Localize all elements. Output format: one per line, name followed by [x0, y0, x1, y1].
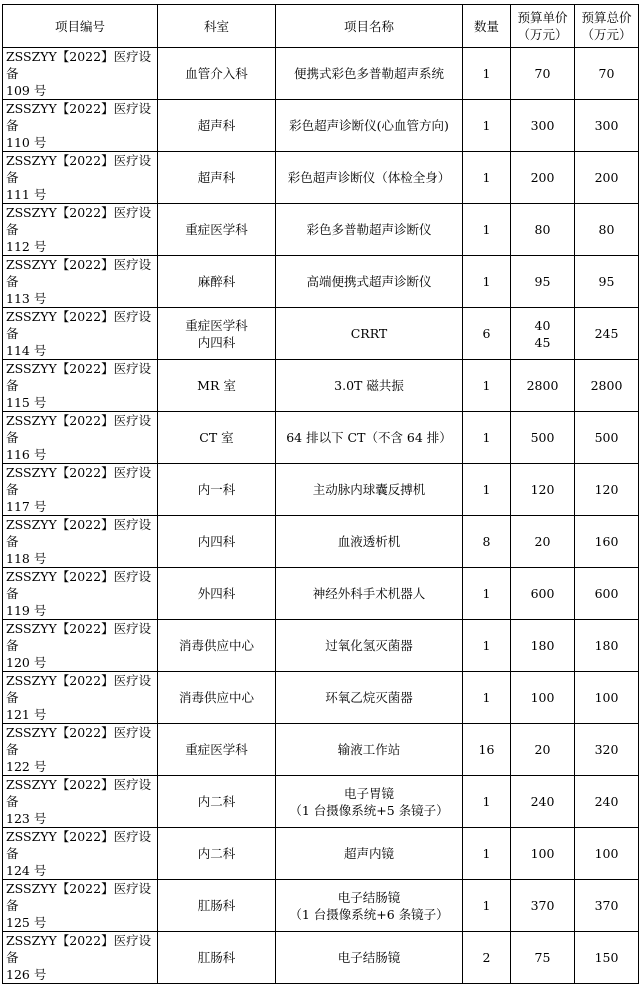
table-row [3, 100, 639, 152]
table-row [3, 932, 639, 984]
unit-budget-cell [511, 620, 575, 672]
project-code-cell-line: 119 号 [6, 603, 47, 618]
project-name-cell [276, 776, 463, 828]
department-cell [158, 100, 276, 152]
procurement-table [2, 4, 639, 984]
department-cell [158, 464, 276, 516]
quantity-cell: 8 [463, 516, 511, 568]
project-name-cell-line: 神经外科手术机器人 [312, 586, 426, 601]
table-row [3, 256, 639, 308]
total-budget-cell: 200 [575, 152, 639, 204]
project-name-cell [276, 48, 463, 100]
unit-budget-cell-line: 2800 [526, 378, 559, 393]
department-cell-line: 麻醉科 [197, 274, 236, 289]
project-code-cell-line: 118 号 [6, 551, 47, 566]
project-name-cell [276, 360, 463, 412]
project-code-cell [3, 204, 158, 256]
department-cell [158, 516, 276, 568]
project-code-cell [3, 360, 158, 412]
unit-budget-cell-line: 20 [534, 534, 551, 549]
department-cell-line: 消毒供应中心 [178, 690, 254, 705]
unit-budget-cell-line: 370 [530, 898, 555, 913]
department-cell-line: 内二科 [197, 846, 236, 861]
quantity-cell: 1 [463, 880, 511, 932]
project-name-cell [276, 568, 463, 620]
project-name-cell-line: 彩色超声诊断仪(心血管方向) [289, 118, 449, 133]
department-cell-line: 重症医学科 [185, 742, 248, 757]
project-code-cell-line: ZSSZYY【2022】医疗设备 [6, 829, 152, 861]
table-row [3, 360, 639, 412]
unit-budget-cell [511, 308, 575, 360]
project-code-cell-line: ZSSZYY【2022】医疗设备 [6, 413, 152, 445]
table-row [3, 776, 639, 828]
quantity-cell: 1 [463, 828, 511, 880]
unit-budget-cell [511, 256, 575, 308]
total-budget-cell: 180 [575, 620, 639, 672]
project-name-cell-line: （1 台摄像系统+5 条镜子） [289, 802, 449, 818]
table-header-row [3, 5, 639, 48]
unit-budget-cell [511, 100, 575, 152]
quantity-cell: 1 [463, 776, 511, 828]
table-row [3, 620, 639, 672]
table-row [3, 828, 639, 880]
project-code-cell-line: 122 号 [6, 759, 47, 774]
unit-budget-cell [511, 516, 575, 568]
department-cell [158, 152, 276, 204]
unit-budget-cell-line: 120 [530, 482, 555, 497]
unit-budget-cell-line: 20 [534, 742, 551, 757]
project-code-cell [3, 568, 158, 620]
total-budget-cell: 300 [575, 100, 639, 152]
department-cell-line: 重症医学科 [185, 317, 248, 333]
project-code-cell [3, 620, 158, 672]
project-name-cell [276, 152, 463, 204]
project-code-cell [3, 516, 158, 568]
project-code-cell [3, 672, 158, 724]
project-code-cell-line: 111 号 [6, 187, 47, 202]
unit-budget-cell-line: 100 [530, 690, 555, 705]
total-budget-cell: 120 [575, 464, 639, 516]
quantity-cell: 1 [463, 620, 511, 672]
total-budget-cell: 95 [575, 256, 639, 308]
project-name-cell [276, 516, 463, 568]
project-code-cell-line: 113 号 [6, 291, 47, 306]
unit-budget-cell-line: 300 [530, 118, 555, 133]
department-cell [158, 204, 276, 256]
total-budget-cell: 245 [575, 308, 639, 360]
department-cell-line: MR 室 [197, 378, 236, 393]
unit-budget-cell [511, 464, 575, 516]
project-name-cell [276, 828, 463, 880]
table-row [3, 48, 639, 100]
unit-budget-cell-line: 240 [530, 794, 555, 809]
project-code-cell-line: ZSSZYY【2022】医疗设备 [6, 101, 152, 133]
quantity-cell: 1 [463, 672, 511, 724]
department-cell [158, 568, 276, 620]
project-name-cell-line: 彩色超声诊断仪（体检全身） [287, 170, 451, 185]
department-cell-line: 内四科 [197, 534, 236, 549]
total-budget-cell: 500 [575, 412, 639, 464]
table-row [3, 724, 639, 776]
quantity-cell: 1 [463, 48, 511, 100]
unit-budget-cell [511, 360, 575, 412]
project-code-cell [3, 100, 158, 152]
quantity-cell: 1 [463, 412, 511, 464]
unit-budget-cell-line: 40 [534, 317, 551, 333]
header-total-budget [575, 5, 639, 48]
total-budget-cell: 600 [575, 568, 639, 620]
project-code-cell-line: ZSSZYY【2022】医疗设备 [6, 673, 152, 705]
unit-budget-cell-line: 600 [530, 586, 555, 601]
project-name-cell [276, 100, 463, 152]
department-cell-line: 肛肠科 [197, 898, 236, 913]
project-code-cell [3, 48, 158, 100]
header-department: 科室 [158, 5, 276, 48]
project-name-cell [276, 620, 463, 672]
department-cell-line: 超声科 [197, 118, 236, 133]
header-project-name: 项目名称 [276, 5, 463, 48]
department-cell-line: 超声科 [197, 170, 236, 185]
project-name-cell-line: 血液透析机 [337, 534, 401, 549]
project-code-cell-line: ZSSZYY【2022】医疗设备 [6, 49, 152, 81]
project-code-cell-line: ZSSZYY【2022】医疗设备 [6, 569, 152, 601]
quantity-cell: 2 [463, 932, 511, 984]
unit-budget-cell-line: 75 [534, 950, 551, 965]
project-code-cell-line: 125 号 [6, 915, 47, 930]
project-code-cell-line: ZSSZYY【2022】医疗设备 [6, 517, 152, 549]
project-code-cell-line: 120 号 [6, 655, 47, 670]
department-cell [158, 48, 276, 100]
project-name-cell [276, 932, 463, 984]
quantity-cell: 6 [463, 308, 511, 360]
total-budget-cell: 100 [575, 672, 639, 724]
project-name-cell-line: 超声内镜 [343, 846, 394, 861]
quantity-cell: 1 [463, 568, 511, 620]
unit-budget-cell [511, 48, 575, 100]
project-code-cell-line: ZSSZYY【2022】医疗设备 [6, 881, 152, 913]
project-code-cell-line: ZSSZYY【2022】医疗设备 [6, 933, 152, 965]
project-name-cell-line: CRRT [350, 326, 388, 341]
department-cell-line: 内二科 [197, 794, 236, 809]
project-name-cell [276, 880, 463, 932]
department-cell-line: 肛肠科 [197, 950, 236, 965]
project-name-cell [276, 464, 463, 516]
unit-budget-cell [511, 152, 575, 204]
total-budget-cell: 80 [575, 204, 639, 256]
unit-budget-cell [511, 880, 575, 932]
project-code-cell [3, 412, 158, 464]
department-cell-line: 外四科 [197, 586, 236, 601]
department-cell [158, 828, 276, 880]
table-row [3, 880, 639, 932]
project-code-cell-line: 116 号 [6, 447, 47, 462]
department-cell [158, 932, 276, 984]
department-cell-line: 内四科 [197, 334, 236, 350]
department-cell [158, 308, 276, 360]
table-row [3, 152, 639, 204]
total-budget-cell: 240 [575, 776, 639, 828]
project-code-cell-line: ZSSZYY【2022】医疗设备 [6, 309, 152, 341]
total-budget-cell: 150 [575, 932, 639, 984]
unit-budget-cell-line: 500 [530, 430, 555, 445]
project-name-cell [276, 412, 463, 464]
table-row [3, 568, 639, 620]
quantity-cell: 1 [463, 204, 511, 256]
table-row [3, 464, 639, 516]
project-code-cell [3, 464, 158, 516]
project-code-cell-line: ZSSZYY【2022】医疗设备 [6, 725, 152, 757]
project-code-cell-line: 121 号 [6, 707, 47, 722]
unit-budget-cell [511, 672, 575, 724]
unit-budget-cell [511, 724, 575, 776]
project-name-cell-line: 电子结肠镜 [337, 889, 401, 905]
department-cell-line: CT 室 [199, 430, 234, 445]
department-cell-line: 消毒供应中心 [178, 638, 254, 653]
header-unit-budget-unit: （万元） [517, 27, 568, 42]
project-code-cell-line: ZSSZYY【2022】医疗设备 [6, 621, 152, 653]
project-code-cell-line: ZSSZYY【2022】医疗设备 [6, 777, 152, 809]
project-code-cell-line: 123 号 [6, 811, 47, 826]
project-name-cell-line: 64 排以下 CT（不含 64 排） [286, 430, 452, 445]
department-cell [158, 256, 276, 308]
unit-budget-cell-line: 80 [534, 222, 551, 237]
header-total-budget-line: 预算总价 [581, 10, 632, 25]
table-row [3, 412, 639, 464]
unit-budget-cell [511, 204, 575, 256]
department-cell-line: 血管介入科 [185, 66, 248, 81]
department-cell [158, 724, 276, 776]
header-unit-budget [511, 5, 575, 48]
project-code-cell-line: 126 号 [6, 967, 47, 982]
header-quantity: 数量 [463, 5, 511, 48]
project-code-cell-line: 109 号 [6, 83, 47, 98]
total-budget-cell: 320 [575, 724, 639, 776]
department-cell [158, 880, 276, 932]
header-unit-budget-line: 预算单价 [517, 10, 568, 25]
total-budget-cell: 70 [575, 48, 639, 100]
project-name-cell-line: 3.0T 磁共振 [334, 378, 404, 393]
project-name-cell-line: （1 台摄像系统+6 条镜子） [289, 906, 449, 922]
project-name-cell [276, 256, 463, 308]
department-cell-line: 内一科 [197, 482, 236, 497]
unit-budget-cell-line: 180 [530, 638, 555, 653]
project-name-cell-line: 便携式彩色多普勒超声系统 [293, 66, 444, 81]
department-cell [158, 672, 276, 724]
project-name-cell-line: 电子胃镜 [343, 785, 394, 801]
unit-budget-cell [511, 828, 575, 880]
total-budget-cell: 100 [575, 828, 639, 880]
project-name-cell-line: 高端便携式超声诊断仪 [306, 274, 432, 289]
project-code-cell [3, 932, 158, 984]
project-code-cell-line: ZSSZYY【2022】医疗设备 [6, 465, 152, 497]
project-code-cell [3, 828, 158, 880]
project-name-cell-line: 主动脉内球囊反搏机 [312, 482, 426, 497]
project-name-cell [276, 724, 463, 776]
unit-budget-cell-line: 200 [530, 170, 555, 185]
total-budget-cell: 2800 [575, 360, 639, 412]
project-code-cell [3, 152, 158, 204]
project-code-cell-line: ZSSZYY【2022】医疗设备 [6, 361, 152, 393]
project-name-cell-line: 过氧化氢灭菌器 [325, 638, 413, 653]
table-row [3, 308, 639, 360]
unit-budget-cell-line: 95 [534, 274, 551, 289]
quantity-cell: 1 [463, 152, 511, 204]
project-code-cell-line: 112 号 [6, 239, 47, 254]
table-row [3, 672, 639, 724]
quantity-cell: 1 [463, 360, 511, 412]
unit-budget-cell [511, 932, 575, 984]
unit-budget-cell-line: 45 [534, 334, 551, 350]
department-cell [158, 360, 276, 412]
project-code-cell [3, 308, 158, 360]
project-name-cell-line: 环氧乙烷灭菌器 [325, 690, 413, 705]
unit-budget-cell-line: 100 [530, 846, 555, 861]
project-name-cell-line: 输液工作站 [337, 742, 401, 757]
unit-budget-cell [511, 568, 575, 620]
project-code-cell-line: ZSSZYY【2022】医疗设备 [6, 257, 152, 289]
table-row [3, 204, 639, 256]
total-budget-cell: 370 [575, 880, 639, 932]
project-code-cell-line: 117 号 [6, 499, 47, 514]
project-code-cell-line: 124 号 [6, 863, 47, 878]
department-cell [158, 776, 276, 828]
project-code-cell-line: 114 号 [6, 343, 47, 358]
project-code-cell [3, 256, 158, 308]
project-code-cell [3, 724, 158, 776]
total-budget-cell: 160 [575, 516, 639, 568]
header-project-code: 项目编号 [3, 5, 158, 48]
project-code-cell-line: ZSSZYY【2022】医疗设备 [6, 205, 152, 237]
project-code-cell [3, 776, 158, 828]
project-name-cell-line: 电子结肠镜 [337, 950, 401, 965]
unit-budget-cell [511, 776, 575, 828]
project-code-cell [3, 880, 158, 932]
quantity-cell: 1 [463, 100, 511, 152]
quantity-cell: 1 [463, 464, 511, 516]
department-cell [158, 412, 276, 464]
table-row [3, 516, 639, 568]
table-body [3, 48, 639, 984]
project-name-cell [276, 672, 463, 724]
project-code-cell-line: 115 号 [6, 395, 47, 410]
quantity-cell: 1 [463, 256, 511, 308]
project-name-cell [276, 308, 463, 360]
department-cell-line: 重症医学科 [185, 222, 248, 237]
project-code-cell-line: 110 号 [6, 135, 47, 150]
quantity-cell: 16 [463, 724, 511, 776]
project-code-cell-line: ZSSZYY【2022】医疗设备 [6, 153, 152, 185]
project-name-cell [276, 204, 463, 256]
unit-budget-cell-line: 70 [534, 66, 551, 81]
unit-budget-cell [511, 412, 575, 464]
project-name-cell-line: 彩色多普勒超声诊断仪 [306, 222, 432, 237]
header-total-budget-unit: （万元） [581, 27, 632, 42]
department-cell [158, 620, 276, 672]
